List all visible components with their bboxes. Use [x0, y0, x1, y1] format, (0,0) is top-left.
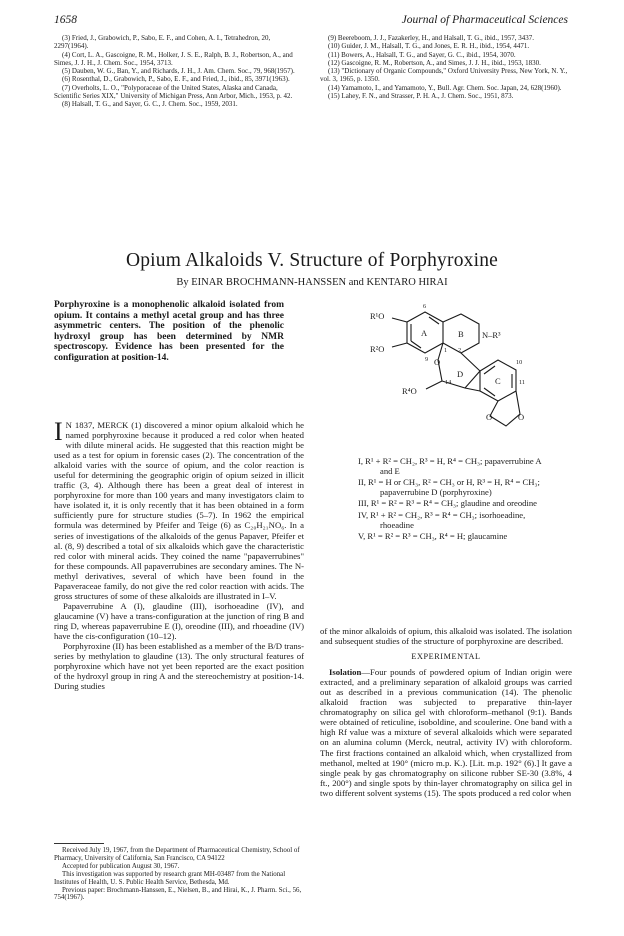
label-ring-a: A	[421, 328, 428, 338]
footnote-rule	[54, 843, 104, 844]
compound-entry: III, R¹ = R² = R³ = R⁴ = CH₃; glaudine and oreodine	[358, 498, 537, 509]
label-ring-b: B	[458, 329, 464, 339]
position-10-label: 10	[516, 359, 523, 366]
porphyroxine-structure-diagram	[320, 298, 580, 448]
label-ring-oxygen: O	[434, 357, 441, 367]
drop-cap: I	[54, 417, 63, 446]
abstract: Porphyroxine is a monophenolic alkaloid isolated from opium. It contains a methyl acetal group and has three asymmetric centers. The position of the phenolic hydroxyl group has been determined by NMR spectroscopy. Evidence has been presented for the configuration at position-14.	[54, 300, 284, 363]
body-paragraph: of the minor alkaloids of opium, this alkaloid was isolated. The isolation and subsequent studies of the structure of porphyroxine are described.	[320, 626, 572, 647]
isolation-paragraph	[320, 667, 572, 798]
reference-item: (7) Overholts, L. O., "Polyporaceae of the United States, Alaska and Canada, Scientific Series XIX," University of Michigan Press, Ann Arbor, Mich., 1953, p. 42.	[54, 83, 293, 101]
compound-legend	[346, 457, 546, 544]
reference-item: (3) Fried, J., Grabowich, P., Sabo, E. F., and Cohen, A. I., Tetrahedron, 20, 2297(1964).	[54, 34, 271, 51]
reference-item: (12) Gascoigne, R. M., Robertson, A., and Simes, J. J. H., ibid., 1953, 1830.	[328, 58, 541, 67]
page-number: 1658	[54, 14, 77, 26]
reference-item: (13) "Dictionary of Organic Compounds," Oxford University Press, New York, N. Y., vol. 3, 1965, p. 1350.	[320, 67, 568, 84]
intro-text: N 1837, MERCK (1) discovered a minor opium alkaloid which he named porphyroxine because it produced a red color when heated with dilute mineral acids. He suggested that this reaction might be used as a test for opium in forensic cases (2). The concentration of the alkaloid varies with the source of opium, and the color reaction is useful for determining the geographic origin of opium seized in illicit traffic (3, 4). Although there has been a great deal of interest in porphyroxine for more than 100 years and many investigators claim to have isolated it, it is only recently that it has been obtained in a form sufficiently pure for structure studies (5–7). In 1962 the empirical formula was determined by Pfeifer and Teige (6) as C₂₀H₂₁NO₆. In a series of investigations of the alkaloids of the genus Papaver, Pfeifer et al. (8, 9) described a total of six alkaloids which gave the characteristic red color with mineral acids. They coined the name "papaverrubines" for these compounds. All papaverrubines are secondary amines. The N-methyl derivatives, several of which have been found in the Papaveraceae family, do not give the red color reaction with acids. The gross structures of some of these alkaloids are illustrated in I–V.	[54, 420, 304, 601]
reference-item: (14) Yamamoto, I., and Yamamoto, Y., Bull. Agr. Chem. Soc. Japan, 24, 628(1960).	[328, 83, 562, 92]
position-1-label: 1	[444, 347, 448, 354]
footnote: Previous paper: Brochmann-Hanssen, E., Nielsen, B., and Hirai, K., J. Pharm. Sci., 56, 754(1967).	[54, 886, 302, 902]
journal-title: Journal of Pharmaceutical Sciences	[401, 14, 568, 26]
body-column-left	[54, 417, 305, 692]
reference-item: (5) Dauben, W. G., Ban, Y., and Richards, J. H., J. Am. Chem. Soc., 79, 968(1957).	[62, 67, 295, 76]
reference-list-left	[54, 34, 304, 109]
label-r2o: R²O	[370, 344, 385, 354]
reference-list-right	[320, 34, 570, 100]
position-9-label: 9	[425, 356, 429, 363]
body-paragraph: Papaverrubine A (I), glaudine (III), isorhoeadine (IV), and glaucamine (V) have a trans-configuration at the junction of ring B and ring D, whereas papaverrubine E (I), oreodine (III), and rhoeadine (IV) have the cis-configuration (10–12).	[54, 600, 304, 641]
reference-item: (9) Beereboom, J. J., Fazakerley, H., and Halsall, T. G., ibid., 1957, 3437.	[328, 34, 534, 42]
position-6-label: 6	[423, 303, 427, 310]
body-paragraph: Porphyroxine (II) has been established as a member of the B/D trans-series by methylation to glaudine (13). The only structural features of porphyroxine which have not yet been reported are the exact position of the hydroxyl group in ring A and the stereochemistry at position-14. During studies	[54, 641, 305, 692]
compound-entry: IV, R¹ + R² = CH₂, R³ = R⁴ = CH₃; isorhoeadine, rhoeadine	[358, 509, 526, 530]
footnote: Accepted for publication August 30, 1967.	[62, 862, 180, 870]
footnote: This investigation was supported by research grant MH-03487 from the National Institutes of Health, U. S. Public Health Service, Bethesda, Md.	[54, 870, 286, 886]
label-dioxole-oxygen-2: O	[518, 412, 525, 422]
reference-item: (11) Bowers, A., Halsall, T. G., and Sayer, G. C., ibid., 1954, 3070.	[328, 50, 516, 59]
intro-paragraph	[54, 417, 304, 601]
reference-item: (4) Cort, L. A., Gascoigne, R. M., Holker, J. S. E., Ralph, B. J., Robertson, A., and Simes, J. J. H., J. Chem. Soc., 1954, 3713.	[54, 50, 293, 67]
section-heading: EXPERIMENTAL	[411, 652, 481, 662]
label-ring-c: C	[495, 376, 501, 386]
body-column-right	[320, 626, 572, 798]
position-2-label: 2	[458, 347, 462, 354]
reference-item: (10) Guider, J. M., Halsall, T. G., and Jones, E. R. H., ibid., 1954, 4471.	[328, 42, 530, 51]
footnotes	[54, 847, 304, 902]
isolation-text: —Four pounds of powdered opium of Indian origin were extracted, and a preliminary separation of alkaloid groups was carried out as described in a previous communication (14). The phenolic alkaloid fraction was subjected to preparative thin-layer chromatography on silica gel with chloroform–methanol (9:1). Bands were obtained of reticuline, isoboldine, and scoulerine. One band with a high Rf value was a mixture of several alkaloids which were separated on an alumina column (Merck, neutral, activity IV) with chloroform. The first fractions contained an alkaloid which, when crystallized from methanol, melted at 190° (micro m.p. K.). [Lit. m.p. 192° (6).] It gave a single peak by gas chromatography on silicone rubber SE-30 (3.8%, 4 ft., 200°) and single spots by thin-layer chromatography on silica gel in two different solvent systems (15). The spots produced a red color when	[320, 667, 572, 798]
compound-entry: II, R¹ = H or CH₃, R² = CH₃ or H, R³ = H, R⁴ = CH₃; papaverrubine D (porphyroxine)	[358, 477, 540, 497]
run-in-heading: Isolation	[329, 667, 362, 678]
reference-item: (15) Lahey, F. N., and Strasser, P. H. A., J. Chem. Soc., 1951, 873.	[328, 92, 514, 101]
article-byline: By EINAR BROCHMANN-HANSSEN and KENTARO HIRAI	[176, 277, 448, 288]
label-nr3: N–R³	[482, 330, 501, 340]
label-dioxole-oxygen-1: O	[486, 412, 493, 422]
compound-entry: I, R¹ + R² = CH₂, R³ = H, R⁴ = CH₃; papaverrubine A and E	[358, 456, 542, 476]
label-r1o: R¹O	[370, 311, 385, 321]
article-title: Opium Alkaloids V. Structure of Porphyroxine	[125, 250, 499, 271]
compound-entry: V, R¹ = R² = R³ = CH₃, R⁴ = H; glaucamine	[358, 531, 508, 542]
reference-item: (8) Halsall, T. G., and Sayer, G. C., J. Chem. Soc., 1959, 2031.	[62, 100, 238, 109]
label-r4o: R⁴O	[402, 386, 417, 396]
label-ring-d: D	[457, 369, 464, 379]
footnote: Received July 19, 1967, from the Department of Pharmaceutical Chemistry, School of Pharmacy, University of California, San Francisco, CA 94122	[54, 847, 300, 862]
reference-item: (6) Rosenthal, D., Grabowich, P., Sabo, E. F., and Fried, J., ibid., 85, 3971(1963).	[62, 75, 290, 84]
position-11-label: 11	[519, 379, 525, 386]
position-14-label: 14	[445, 379, 452, 386]
